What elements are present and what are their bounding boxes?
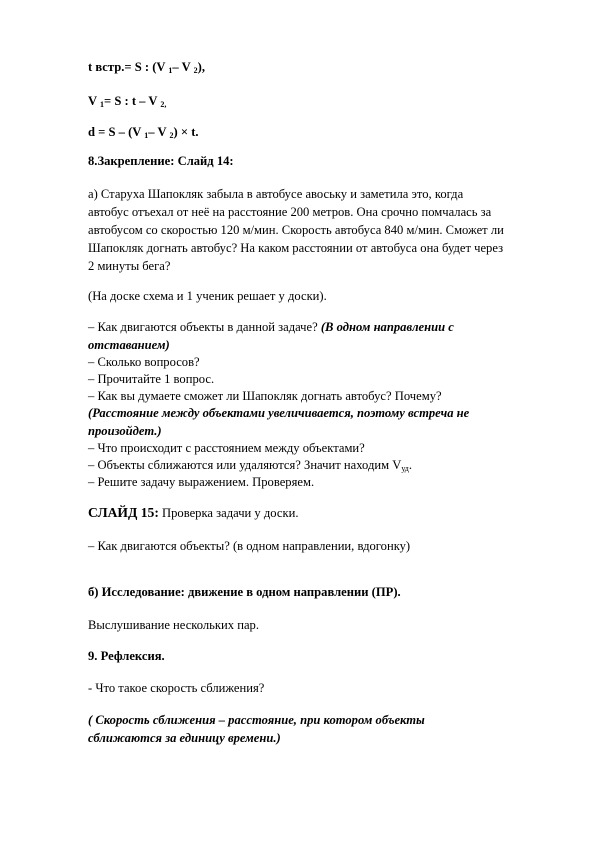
question-approach: – Объекты сближаются или удаляются? Значит находим $V_{уд}$. [88, 458, 413, 473]
formula-distance: d = S – (V $_1$– V $_2$) × t. [88, 125, 199, 140]
formula-meeting-time: t встр.= S : (V $_1$– V $_2$), [88, 60, 205, 75]
definition-line-2: сближаются за единицу времени.) [88, 731, 281, 745]
question-speed: - Что такое скорость сближения? [88, 681, 265, 695]
question-read: – Прочитайте 1 вопрос. [88, 372, 215, 386]
question-distance: – Что происходит с расстоянием между объектами? [88, 441, 365, 455]
question-count: – Сколько вопросов? [88, 355, 200, 369]
question-catch-up: – Как вы думаете сможет ли Шапокляк догнать автобус? Почему? [88, 389, 442, 403]
formula-speed: V $_1$= S : t – V $_{2,}$ [88, 94, 167, 109]
slide-15: СЛАЙД 15: Проверка задачи у доски. [88, 505, 299, 520]
question-motion: – Как двигаются объекты в данной задаче? (В одном направлении с [88, 320, 454, 334]
pairs-text: Выслушивание нескольких пар. [88, 618, 260, 632]
problem-line-3: автобусом со скоростью 120 м/мин. Скорость автобуса 840 м/мин. Сможет ли [88, 223, 504, 237]
board-note: (На доске схема и 1 ученик решает у доски). [88, 289, 327, 303]
question-objects: – Как двигаются объекты? (в одном направлении, вдогонку) [88, 539, 411, 553]
answer-catch-up: (Расстояние между объектами увеличивается, поэтому встреча не [88, 406, 470, 420]
problem-line-4: Шапокляк догнать автобус? На каком расстоянии от автобуса она будет через [88, 241, 504, 255]
research-heading: б) Исследование: движение в одном направлении (ПР). [88, 585, 401, 599]
definition-line-1: ( Скорость сближения – расстояние, при котором объекты [88, 713, 425, 727]
section-8-heading: 8.Закрепление: Слайд 14: [88, 154, 234, 168]
problem-line-1: а) Старуха Шапокляк забыла в автобусе авоську и заметила это, когда [88, 187, 464, 201]
slide-15-title: СЛАЙД 15: [88, 505, 159, 520]
question-solve: – Решите задачу выражением. Проверяем. [88, 475, 315, 489]
problem-line-2: автобус отъехал от неё на расстояние 200 метров. Она срочно помчалась за [88, 205, 492, 219]
answer-motion: (В одном направлении с [320, 320, 454, 334]
problem-line-5: 2 минуты бега? [88, 259, 171, 273]
answer-catch-up-cont: произойдет.) [88, 424, 162, 438]
answer-motion-cont: отставанием) [88, 338, 170, 352]
section-9-heading: 9. Рефлексия. [88, 649, 165, 663]
